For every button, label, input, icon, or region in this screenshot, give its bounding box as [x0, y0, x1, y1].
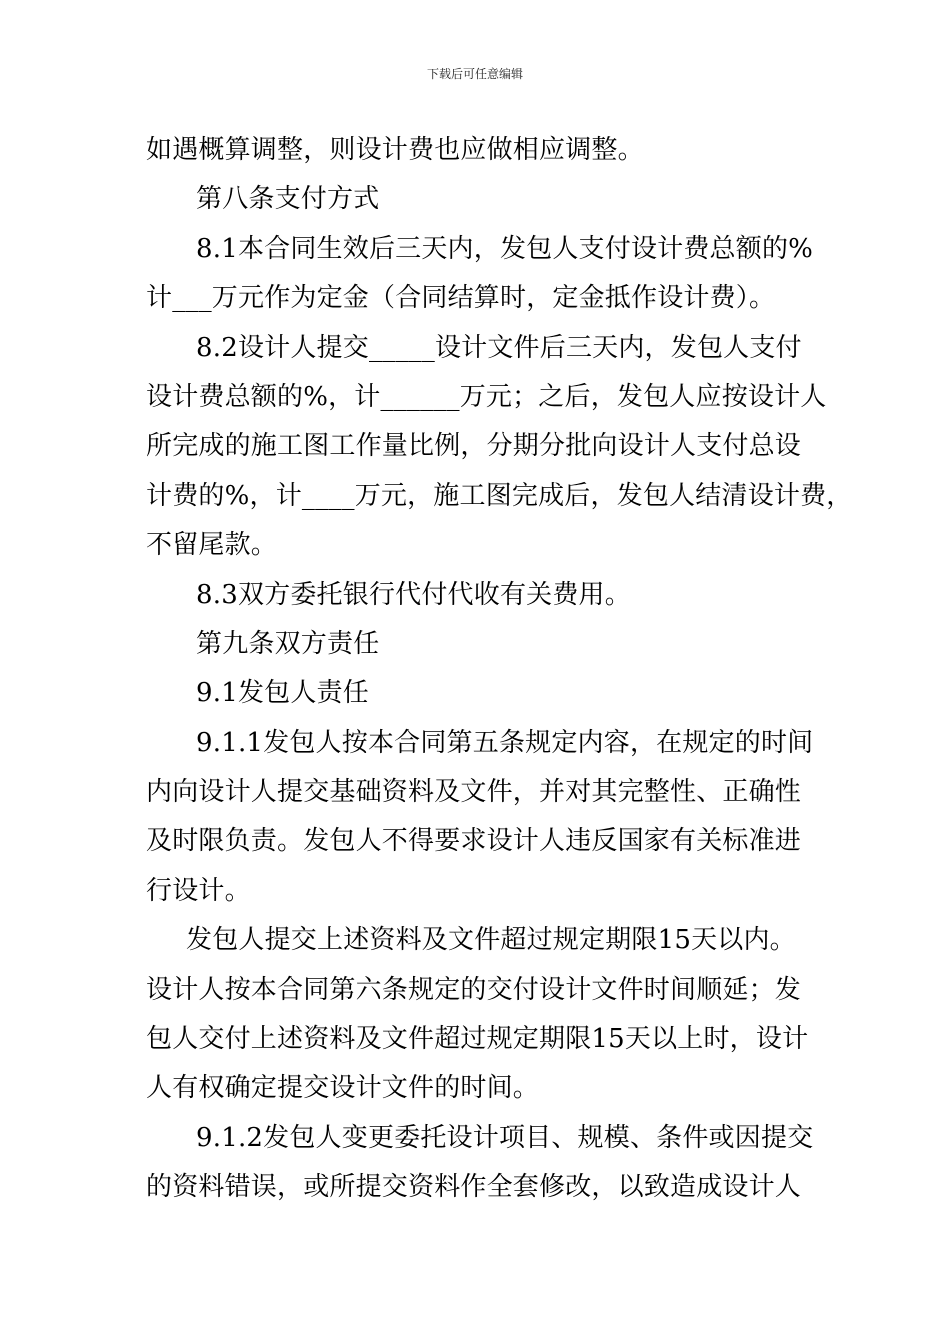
paragraph-line: 如遇概算调整，则设计费也应做相应调整。 [146, 135, 644, 165]
clause-9-1-heading: 9.1发包人责任 [196, 678, 369, 709]
section-heading-9: 第九条双方责任 [196, 628, 380, 659]
paragraph-line: 发包人提交上述资料及文件超过规定期限15天以内。 [186, 925, 796, 956]
clause-8-2-line: 计费的%，计____万元，施工图完成后，发包人结清设计费， [146, 480, 853, 511]
section-heading-8: 第八条支付方式 [196, 184, 380, 215]
page-header: 下载后可任意编辑 [426, 67, 523, 81]
clause-8-2-line: 8.2设计人提交_____设计文件后三天内，发包人支付 [196, 332, 802, 363]
clause-9-1-1-line: 内向设计人提交基础资料及文件，并对其完整性、正确性 [146, 777, 802, 808]
document-body [146, 126, 853, 1213]
clause-8-1-line: 计___万元作为定金（合同结算时，定金抵作设计费）。 [146, 283, 776, 314]
clause-9-1-1-line: 行设计。 [146, 875, 251, 906]
clause-8-2-line: 设计费总额的%，计______万元；之后，发包人应按设计人 [146, 381, 827, 412]
clause-8-2-line: 所完成的施工图工作量比例，分期分批向设计人支付总设 [146, 431, 802, 462]
paragraph-line: 设计人按本合同第六条规定的交付设计文件时间顺延；发 [146, 974, 802, 1005]
paragraph-line: 人有权确定提交设计文件的时间。 [146, 1073, 540, 1104]
clause-8-3-line: 8.3双方委托银行代付代收有关费用。 [196, 579, 631, 610]
clause-9-1-2-line: 的资料错误，或所提交资料作全套修改，以致造成设计人 [146, 1172, 802, 1203]
clause-8-1-line: 8.1本合同生效后三天内，发包人支付设计费总额的% [196, 233, 814, 264]
clause-9-1-1-line: 及时限负责。发包人不得要求设计人违反国家有关标准进 [146, 826, 802, 857]
clause-9-1-1-line: 9.1.1发包人按本合同第五条规定内容，在规定的时间 [196, 727, 814, 758]
clause-8-2-line: 不留尾款。 [146, 530, 278, 561]
paragraph-line: 包人交付上述资料及文件超过规定期限15天以上时，设计 [146, 1024, 809, 1055]
clause-9-1-2-line: 9.1.2发包人变更委托设计项目、规模、条件或因提交 [196, 1122, 814, 1153]
